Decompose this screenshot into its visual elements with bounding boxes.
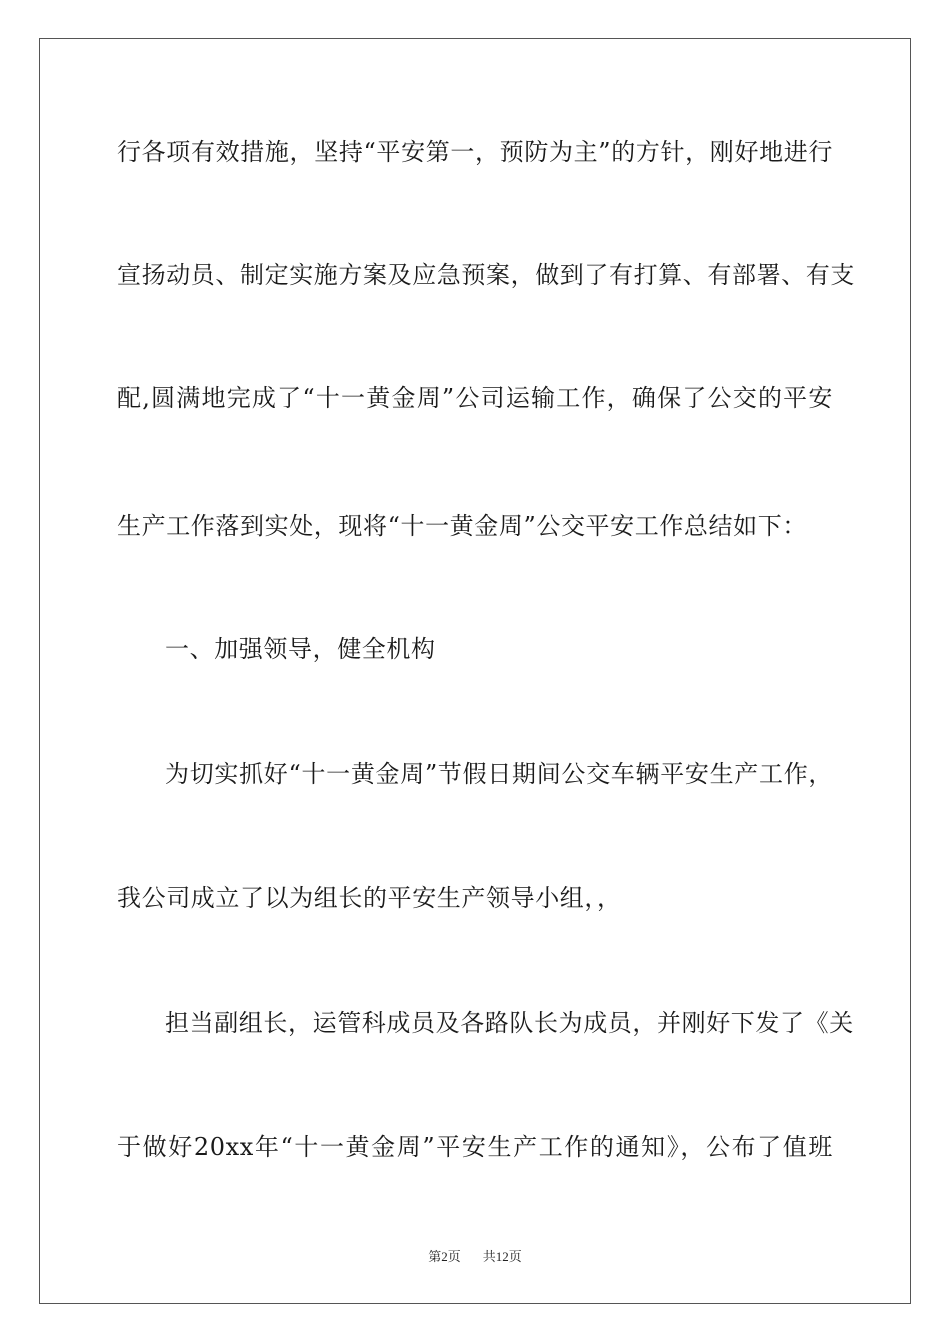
body-text-line: 担当副组长，运管科成员及各路队长为成员，并刚好下发了《关 (165, 1009, 854, 1037)
body-text-line: 配,圆满地完成了“十一黄金周”公司运输工作，确保了公交的平安 (117, 384, 833, 412)
page-border (39, 38, 911, 1304)
body-text-line: 为切实抓好“十一黄金周”节假日期间公交车辆平安生产工作， (165, 760, 833, 788)
body-text-line: 生产工作落到实处，现将“十一黄金周”公交平安工作总结如下： (117, 512, 807, 540)
page-number: 第2页 (428, 1249, 461, 1264)
page-footer (0, 1248, 950, 1266)
body-text-line: 宣扬动员、制定实施方案及应急预案，做到了有打算、有部署、有支 (117, 261, 855, 289)
body-text-line: 我公司成立了以为组长的平安生产领导小组，， (117, 884, 622, 912)
body-text-line: 于做好20xx年“十一黄金周”平安生产工作的通知》，公布了值班 (117, 1133, 833, 1161)
section-heading: 一、加强领导，健全机构 (165, 635, 436, 663)
page-total: 共12页 (482, 1249, 522, 1264)
body-text-line: 行各项有效措施，坚持“平安第一，预防为主”的方针，刚好地进行 (117, 138, 833, 166)
